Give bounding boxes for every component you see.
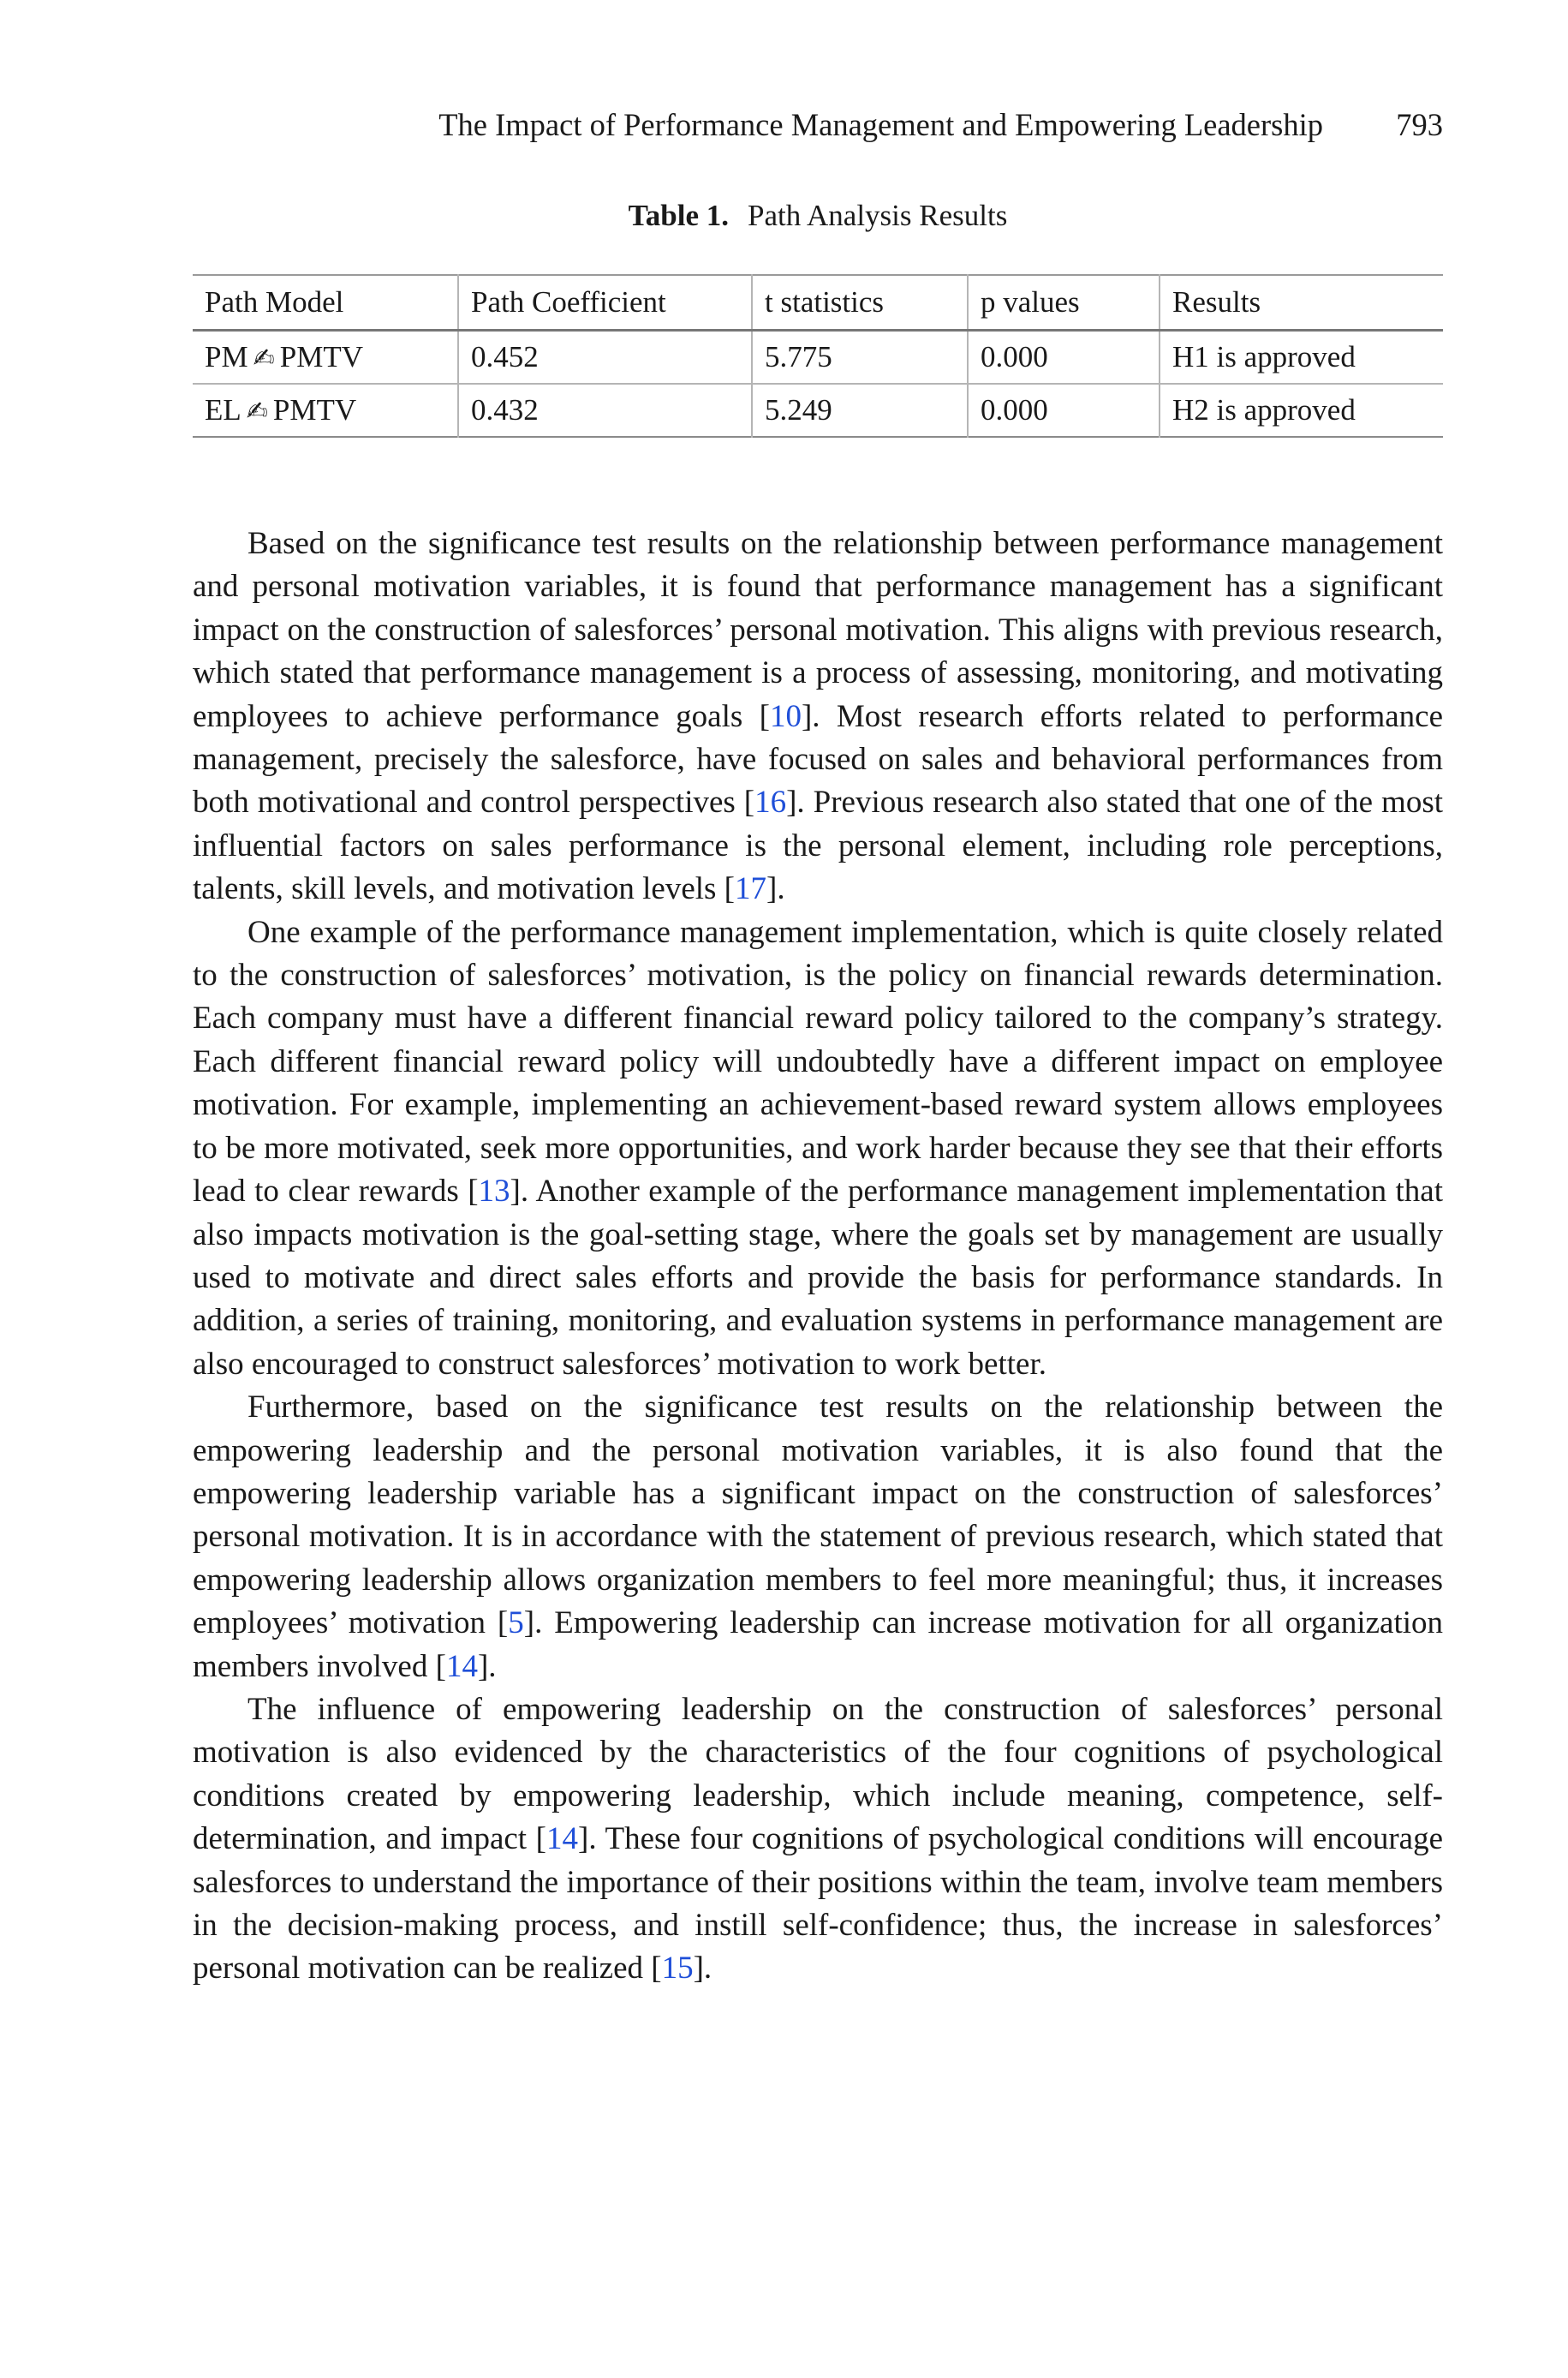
citation-link[interactable]: 15 (661, 1951, 694, 1987)
citation-link[interactable]: 14 (445, 1648, 478, 1684)
cell-p-values: 0.000 (968, 331, 1160, 385)
cell-results: H1 is approved (1160, 331, 1443, 385)
header-results: Results (1160, 275, 1443, 331)
table-caption (193, 195, 1443, 236)
header-t-statistics: t statistics (752, 275, 968, 331)
citation-link[interactable]: 14 (546, 1821, 578, 1857)
table-caption-label: Table 1. (628, 199, 729, 232)
paragraph (193, 523, 1443, 911)
table-row (193, 331, 1443, 385)
table-header-row (193, 275, 1443, 331)
text-span: One example of the performance management implementation, which is quite closely related to the construction of salesforces’ motivation, is the policy on financial rewards determination. Each company must have a different financial reward policy tailored to the company’s strategy. Each different financial reward policy will undoubtedly have a different impact on employee motivation. For example, implementing an achievement-based reward system allows employees to be more motivated, seek more opportunities, and work harder because they see that their efforts lead to clear rewards [ (193, 914, 1443, 1210)
text-span: ]. (693, 1951, 712, 1987)
path-to: PMTV (279, 340, 363, 373)
table-caption-text: Path Analysis Results (747, 199, 1008, 232)
cell-path-coefficient: 0.432 (458, 384, 752, 437)
citation-link[interactable]: 10 (769, 698, 802, 734)
text-span: The influence of empowering leadership on the construction of salesforces’ personal motivation is also evidenced by the characteristics of the four cognitions of psychological conditions created by empowering leadership, which include meaning, competence, self-determination, and impact [ (193, 1691, 1443, 1857)
paragraph (193, 1688, 1443, 1991)
path-from: EL (205, 393, 241, 427)
header-p-values: p values (968, 275, 1160, 331)
header-path-model: Path Model (205, 285, 344, 319)
text-span: Based on the significance test results on the relationship between performance management and personal motivation variables, it is found that performance management has a significant impact on the construction of salesforces’ personal motivation. This aligns with previous research, which stated that performance management is a process of assessing, monitoring, and motivating employees to achieve performance goals [ (193, 526, 1443, 734)
body-text (193, 523, 1443, 1991)
text-span: ]. These four cognitions of psychological conditions will encourage salesforces to understand the importance of their positions within the team, involve team members in the decision-making process, and instill self-confidence; thus, the increase in salesforces’ personal motivation can be realized [ (193, 1821, 1443, 1987)
text-span: ]. Another example of the performance management implementation that also impacts motivation is the goal-setting stage, where the goals set by management are usually used to motivate and direct sales efforts and provide the basis for performance standards. In addition, a series of training, monitoring, and evaluation systems in performance management are also encouraged to construct salesforces’ motivation to work better. (193, 1174, 1444, 1382)
header-path-coefficient: Path Coefficient (458, 275, 752, 331)
paragraph (193, 1386, 1443, 1688)
running-head-title: The Impact of Performance Management and Empowering Leadership (438, 107, 1323, 142)
arrow-icon: ✍ (246, 397, 268, 427)
text-span: ]. (477, 1648, 497, 1684)
path-to: PMTV (272, 393, 357, 427)
text-span: Furthermore, based on the significance test results on the relationship between the empowering leadership and the personal motivation variables, it is also found that the empowering leadership variable has a significant impact on the construction of salesforces’ personal motivation. It is in accordance with the statement of previous research, which stated that empowering leadership allows organization members to feel more meaningful; thus, it increases employees’ motivation [ (193, 1389, 1443, 1641)
cell-path-model (193, 384, 458, 437)
page-number: 793 (1396, 107, 1443, 142)
paragraph (193, 911, 1443, 1386)
citation-link[interactable]: 16 (754, 785, 787, 821)
cell-results: H2 is approved (1160, 384, 1443, 437)
cell-path-model (193, 331, 458, 385)
table-row (193, 384, 1443, 437)
arrow-icon: ✍ (253, 344, 275, 373)
cell-path-coefficient: 0.452 (458, 331, 752, 385)
text-span: ]. (766, 871, 785, 907)
text-span: ]. Most research efforts related to performance management, precisely the salesforce, have focused on sales and behavioral performances from both motivational and control perspectives [ (193, 698, 1443, 821)
text-span: ]. Previous research also stated that one of the most influential factors on sales performance is the personal element, including role perceptions, talents, skill levels, and motivation levels [ (193, 785, 1444, 907)
citation-link[interactable]: 17 (735, 871, 766, 907)
path-from: PM (205, 340, 248, 373)
text-span: ]. Empowering leadership can increase motivation for all organization members involved [ (193, 1605, 1443, 1684)
citation-link[interactable]: 5 (508, 1605, 524, 1641)
path-analysis-table (193, 274, 1443, 438)
cell-t-statistics: 5.775 (752, 331, 968, 385)
citation-link[interactable]: 13 (478, 1174, 510, 1210)
cell-t-statistics: 5.249 (752, 384, 968, 437)
cell-p-values: 0.000 (968, 384, 1160, 437)
